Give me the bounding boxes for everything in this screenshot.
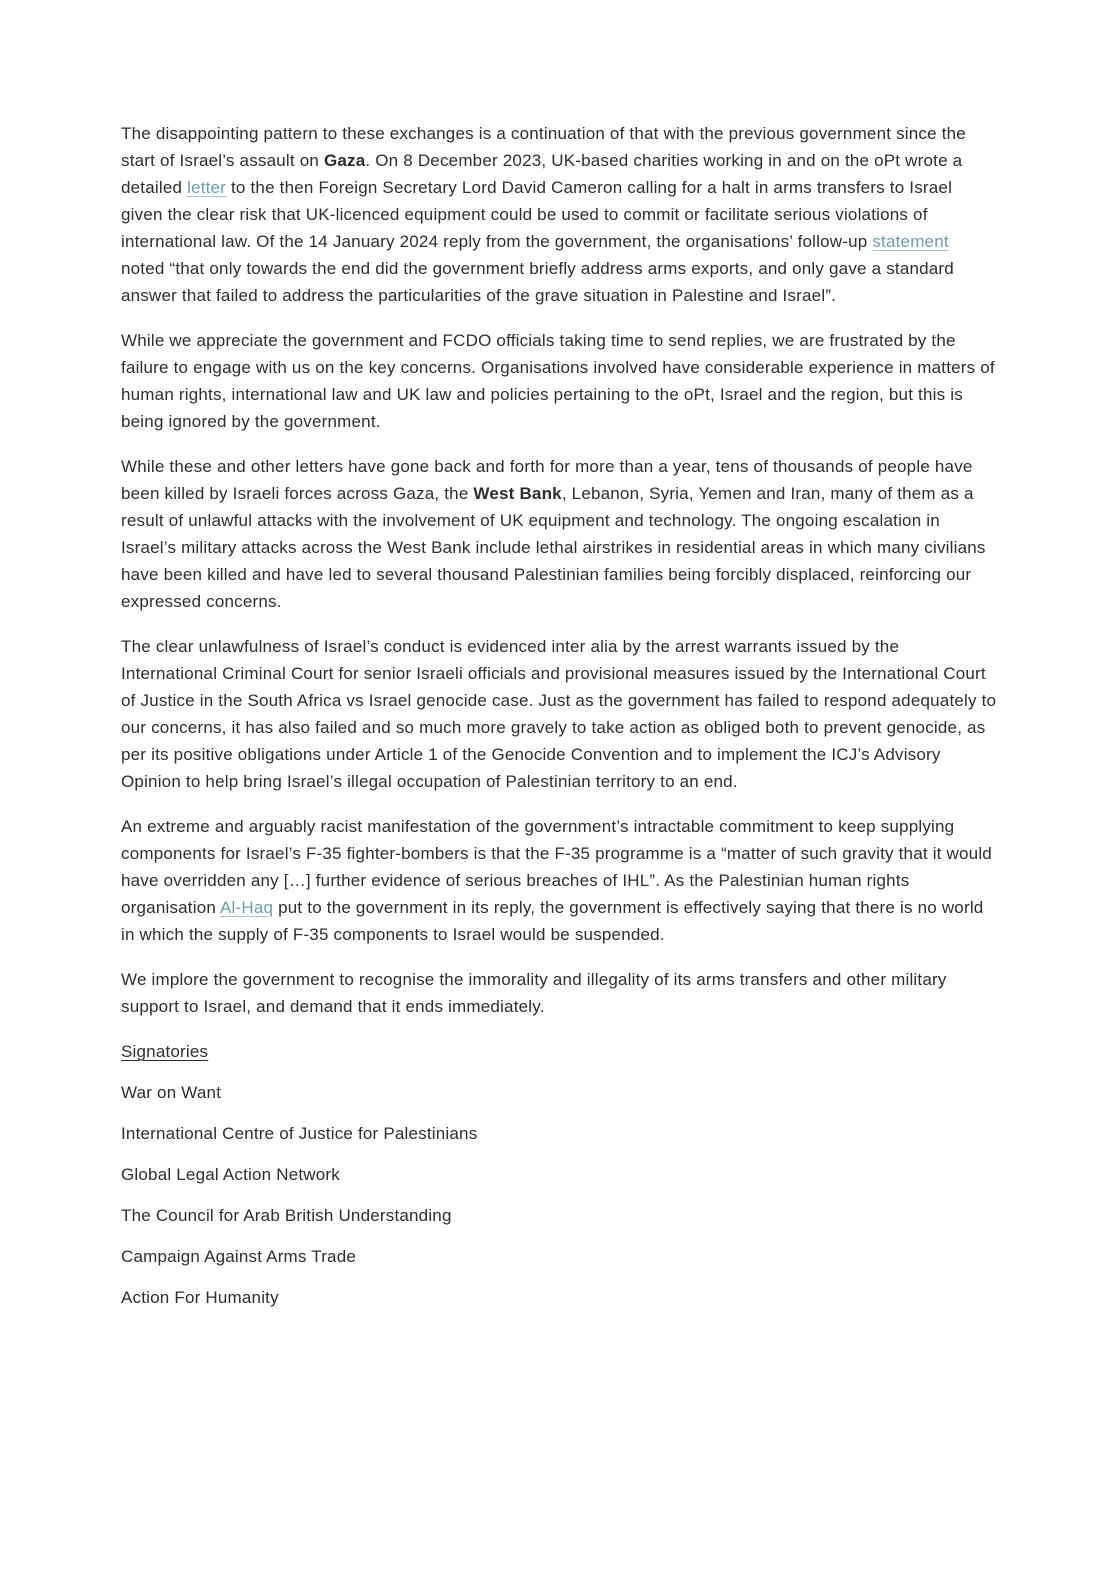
- body-text: . On 8 December 2023, UK-based charities working in and on the oPt wrote a detailed: [121, 151, 963, 197]
- document-paragraphs: [121, 120, 997, 1020]
- signatories-heading: [121, 1038, 997, 1065]
- paragraph: [121, 453, 997, 615]
- paragraph: [121, 966, 997, 1020]
- body-text: , Lebanon, Syria, Yemen and Iran, many of them as a result of unlawful attacks with the involvement of UK equipment and technology. The ongoing escalation in Israel’s military attacks across the West Bank include lethal airstrikes in residential areas in which many civilians have been killed and have led to several thousand Palestinian families being forcibly displaced, reinforcing our expressed concerns.: [121, 484, 986, 611]
- statement-link[interactable]: statement: [872, 232, 949, 251]
- paragraph: [121, 813, 997, 948]
- bold-text: West Bank: [473, 484, 562, 503]
- signatory-item: International Centre of Justice for Palestinians: [121, 1124, 478, 1143]
- bold-text: Gaza: [323, 151, 366, 170]
- body-text: We implore the government to recognise the immorality and illegality of its arms transfers and other military support to Israel, and demand that it ends immediately.: [121, 970, 947, 1016]
- body-text: While we appreciate the government and FCDO officials taking time to send replies, we are frustrated by the failure to engage with us on the key concerns. Organisations involved have considerable experience in matters of human rights, international law and UK law and policies pertaining to the oPt, Israel and the region, but this is being ignored by the government.: [121, 331, 995, 431]
- document-content: [121, 120, 997, 1325]
- body-text: The disappointing pattern to these exchanges is a continuation of that with the previous government since the start of Israel’s assault on: [121, 124, 966, 170]
- body-text: An extreme and arguably racist manifestation of the government’s intractable commitment to keep supplying components for Israel’s F-35 fighter-bombers is that the F-35 programme is a “matter of such gravity that it would have overridden any […] further evidence of serious breaches of IHL”. As the Palestinian human rights organisation: [121, 817, 992, 917]
- body-text: noted “that only towards the end did the government briefly address arms exports, and only gave a standard answer that failed to address the particularities of the grave situation in Palestine and Israel”.: [121, 259, 954, 305]
- body-text: put to the government in its reply, the government is effectively saying that there is no world in which the supply of F-35 components to Israel would be suspended.: [121, 898, 984, 944]
- signatory-item: Campaign Against Arms Trade: [121, 1247, 357, 1266]
- signatory-item: The Council for Arab British Understanding: [121, 1206, 452, 1225]
- body-text: The clear unlawfulness of Israel’s conduct is evidenced inter alia by the arrest warrants issued by the International Criminal Court for senior Israeli officials and provisional measures issued by the International Court of Justice in the South Africa vs Israel genocide case. Just as the government has failed to respond adequately to our concerns, it has also failed and so much more gravely to take action as obliged both to prevent genocide, as per its positive obligations under Article 1 of the Genocide Convention and to implement the ICJ’s Advisory Opinion to help bring Israel’s illegal occupation of Palestinian territory to an end.: [121, 637, 997, 791]
- paragraph: [121, 120, 997, 309]
- body-text: to the then Foreign Secretary Lord David Cameron calling for a halt in arms transfers to Israel given the clear risk that UK-licenced equipment could be used to commit or facilitate serious violations of international law. Of the 14 January 2024 reply from the government, the organisations’ follow-up: [121, 178, 953, 251]
- body-text: While these and other letters have gone back and forth for more than a year, tens of thousands of people have been killed by Israeli forces across Gaza, the: [121, 457, 973, 503]
- al-haq-link[interactable]: Al-Haq: [220, 898, 274, 917]
- signatory-item: War on Want: [121, 1083, 222, 1102]
- signatory-item: Global Legal Action Network: [121, 1165, 340, 1184]
- signatory-item: Action For Humanity: [121, 1288, 279, 1307]
- paragraph: [121, 327, 997, 435]
- paragraph: [121, 633, 997, 795]
- letter-link[interactable]: letter: [187, 178, 227, 197]
- signatories-heading-text: Signatories: [121, 1042, 209, 1061]
- signatories-list: [121, 1079, 997, 1311]
